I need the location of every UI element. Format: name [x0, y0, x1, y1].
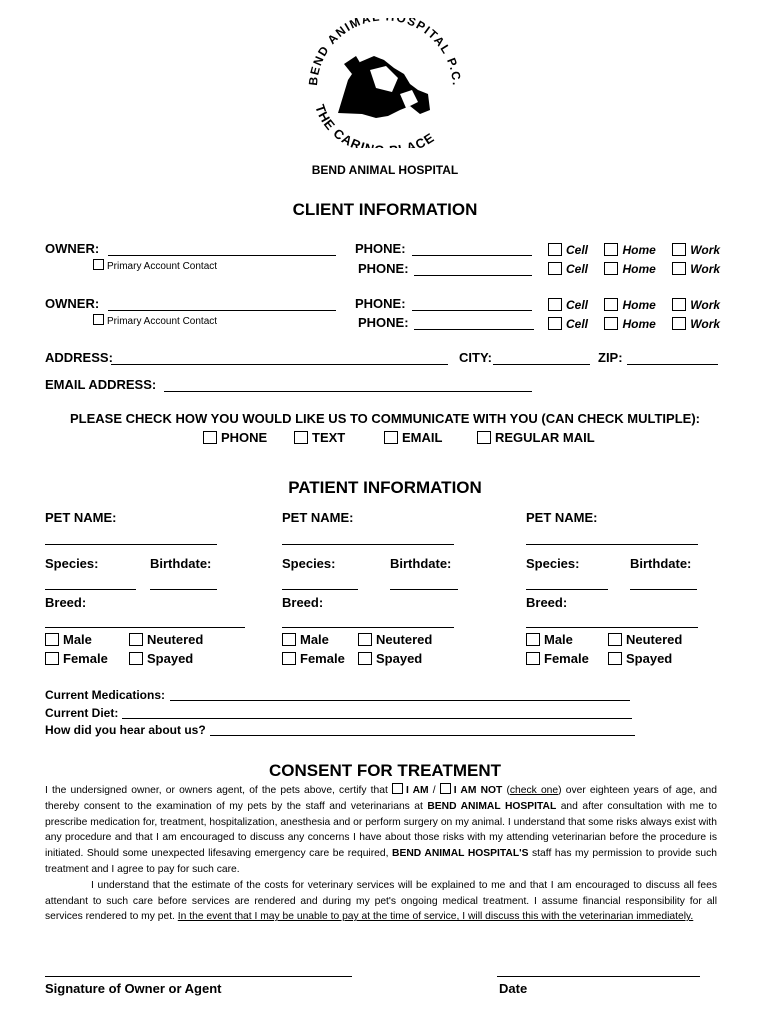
pet-3-breed-label: Breed:	[526, 595, 568, 610]
cell-checkbox[interactable]	[548, 317, 562, 330]
hospital-name: BEND ANIMAL HOSPITAL	[311, 163, 459, 177]
date-field[interactable]	[497, 976, 700, 977]
pet-3-species-label: Species:	[526, 556, 580, 571]
communicate-text[interactable]: TEXT	[294, 430, 345, 445]
spayed-checkbox[interactable]	[358, 652, 372, 665]
email-field[interactable]	[164, 391, 532, 392]
male-checkbox[interactable]	[282, 633, 296, 646]
communicate-phone[interactable]: PHONE	[203, 430, 267, 445]
pet-1-name-field[interactable]	[45, 544, 217, 545]
pet-1-spayed[interactable]: Spayed	[129, 651, 193, 666]
pet-3-male[interactable]: Male	[526, 632, 573, 647]
client-information-title: CLIENT INFORMATION	[292, 200, 478, 219]
owner-1-primary-contact[interactable]: Primary Account Contact	[93, 259, 217, 272]
home-checkbox[interactable]	[604, 243, 618, 256]
cell-checkbox[interactable]	[548, 243, 562, 256]
cell-checkbox[interactable]	[548, 298, 562, 311]
pet-2-species-label: Species:	[282, 556, 336, 571]
phone-checkbox[interactable]	[203, 431, 217, 444]
phone-2a-label: PHONE:	[355, 296, 406, 311]
pet-2-birthdate-label: Birthdate:	[390, 556, 452, 571]
phone-2b-type[interactable]: Cell Home Work	[548, 315, 720, 333]
hospital-logo	[300, 18, 470, 148]
patient-information-title: PATIENT INFORMATION	[288, 478, 482, 497]
work-checkbox[interactable]	[672, 262, 686, 275]
logo-graphic	[300, 18, 470, 148]
consent-paragraph-1: I the undersigned owner, or owners agent, of the pets above, certify that I AM / I AM NOT (check one) over eighteen years of age, and thereby consent to the examination of my pets by the staff and veterinarians at BEND ANIMAL HOSPITAL and after consultation with me to prescribe medication for, treatment, hospitalization, anesthesia and or perform surgery on my animal. I understand that some risks always exist with any procedure and that I am encouraged to discuss any concerns I have about those risks with my attending veterinarian before the procedure is initiated. Should some unexpected lifesaving emergency care be required, BEND ANIMAL HOSPITAL'S staff has my permission to provide such treatment and I agree to pay for such care.	[45, 785, 717, 875]
communicate-mail[interactable]: REGULAR MAIL	[477, 430, 595, 445]
pet-2-neutered[interactable]: Neutered	[358, 632, 432, 647]
communicate-email[interactable]: EMAIL	[384, 430, 442, 445]
communicate-prompt: PLEASE CHECK HOW YOU WOULD LIKE US TO COMMUNICATE WITH YOU (CAN CHECK MULTIPLE):	[69, 411, 700, 426]
neutered-checkbox[interactable]	[129, 633, 143, 646]
owner-2-label: OWNER:	[45, 296, 100, 311]
phone-2a-type[interactable]: Cell Home Work	[548, 296, 720, 314]
male-checkbox[interactable]	[526, 633, 540, 646]
owner-1-label: OWNER:	[45, 241, 100, 256]
date-label: Date	[499, 981, 528, 996]
medications-field[interactable]	[170, 700, 630, 701]
email-checkbox[interactable]	[384, 431, 398, 444]
work-checkbox[interactable]	[672, 243, 686, 256]
female-checkbox[interactable]	[282, 652, 296, 665]
city-field[interactable]	[493, 364, 590, 365]
pet-3-name-label: PET NAME:	[526, 510, 598, 525]
pet-3-birthdate-field[interactable]	[630, 589, 697, 590]
medications-label: Current Medications:	[45, 688, 166, 702]
pet-2-birthdate-field[interactable]	[390, 589, 458, 590]
pet-2-female[interactable]: Female	[282, 651, 345, 666]
pet-1-neutered[interactable]: Neutered	[129, 632, 203, 647]
phone-1b-label: PHONE:	[358, 261, 409, 276]
zip-label: ZIP:	[598, 350, 623, 365]
text-checkbox[interactable]	[294, 431, 308, 444]
pet-2-male[interactable]: Male	[282, 632, 329, 647]
primary-contact-checkbox-1[interactable]	[93, 259, 104, 270]
primary-contact-checkbox-2[interactable]	[93, 314, 104, 325]
pet-3-name-field[interactable]	[526, 544, 698, 545]
pet-1-species-field[interactable]	[45, 589, 136, 590]
signature-field[interactable]	[45, 976, 352, 977]
pet-1-male[interactable]: Male	[45, 632, 92, 647]
consent-paragraph-2: I understand that the estimate of the costs for veterinary services will be explained to me and that I am encouraged to discuss all fees attendant to such care before services are rendered and during my pet's ongoing medical treatment. I assume financial responsibility for all services rendered to my pet. In the event that I may be unable to pay at the time of service, I will discuss this with the veterinarian immediately.	[45, 879, 717, 923]
work-checkbox[interactable]	[672, 317, 686, 330]
city-label: CITY:	[459, 350, 492, 365]
pet-3-female[interactable]: Female	[526, 651, 589, 666]
mail-checkbox[interactable]	[477, 431, 491, 444]
owner-2-primary-contact[interactable]: Primary Account Contact	[93, 314, 217, 327]
pet-3-neutered[interactable]: Neutered	[608, 632, 682, 647]
pet-3-breed-field[interactable]	[526, 627, 698, 628]
pet-3-birthdate-label: Birthdate:	[630, 556, 692, 571]
phone-2a-field[interactable]	[412, 310, 532, 311]
female-checkbox[interactable]	[526, 652, 540, 665]
hear-about-field[interactable]	[210, 735, 635, 736]
spayed-checkbox[interactable]	[129, 652, 143, 665]
pet-2-spayed[interactable]: Spayed	[358, 651, 422, 666]
consent-title: CONSENT FOR TREATMENT	[268, 761, 501, 780]
zip-field[interactable]	[627, 364, 718, 365]
address-label: ADDRESS:	[45, 350, 113, 365]
home-checkbox[interactable]	[604, 298, 618, 311]
phone-1a-type[interactable]: Cell Home Work	[548, 241, 720, 259]
work-checkbox[interactable]	[672, 298, 686, 311]
pet-1-birthdate-field[interactable]	[150, 589, 217, 590]
home-checkbox[interactable]	[604, 262, 618, 275]
logo-arc-bottom: THE CARI ACE	[312, 102, 438, 148]
pet-1-breed-label: Breed:	[45, 595, 87, 610]
diet-field[interactable]	[122, 718, 632, 719]
pet-3-species-field[interactable]	[526, 589, 608, 590]
email-label: EMAIL ADDRESS:	[45, 377, 157, 392]
address-field[interactable]	[111, 364, 448, 365]
cell-checkbox[interactable]	[548, 262, 562, 275]
owner-2-field[interactable]	[108, 310, 336, 311]
phone-1b-type[interactable]: Cell Home Work	[548, 260, 720, 278]
owner-1-field[interactable]	[108, 255, 336, 256]
spayed-checkbox[interactable]	[608, 652, 622, 665]
pet-1-breed-field[interactable]	[45, 627, 245, 628]
pet-2-name-field[interactable]	[282, 544, 454, 545]
diet-label: Current Diet:	[45, 706, 119, 720]
phone-2b-label: PHONE:	[358, 315, 409, 330]
pet-2-breed-field[interactable]	[282, 627, 454, 628]
female-checkbox[interactable]	[45, 652, 59, 665]
logo-arc-top: BEND ANIMA OSPITAL P.C.	[305, 18, 465, 88]
home-checkbox[interactable]	[604, 317, 618, 330]
phone-2b-field[interactable]	[414, 329, 534, 330]
i-am-not-checkbox[interactable]	[440, 783, 451, 794]
pet-2-name-label: PET NAME:	[282, 510, 354, 525]
pet-1-birthdate-label: Birthdate:	[150, 556, 212, 571]
i-am-checkbox[interactable]	[392, 783, 403, 794]
pet-2-breed-label: Breed:	[282, 595, 324, 610]
pet-1-female[interactable]: Female	[45, 651, 108, 666]
pet-3-spayed[interactable]: Spayed	[608, 651, 672, 666]
neutered-checkbox[interactable]	[358, 633, 372, 646]
hear-about-label: How did you hear about us?	[45, 723, 206, 737]
consent-body	[45, 783, 717, 925]
pet-1-name-label: PET NAME:	[45, 510, 117, 525]
phone-1b-field[interactable]	[414, 275, 532, 276]
pet-1-species-label: Species:	[45, 556, 99, 571]
phone-1a-field[interactable]	[412, 255, 532, 256]
male-checkbox[interactable]	[45, 633, 59, 646]
phone-1a-label: PHONE:	[355, 241, 406, 256]
neutered-checkbox[interactable]	[608, 633, 622, 646]
pet-2-species-field[interactable]	[282, 589, 358, 590]
signature-label: Signature of Owner or Agent	[45, 981, 222, 996]
